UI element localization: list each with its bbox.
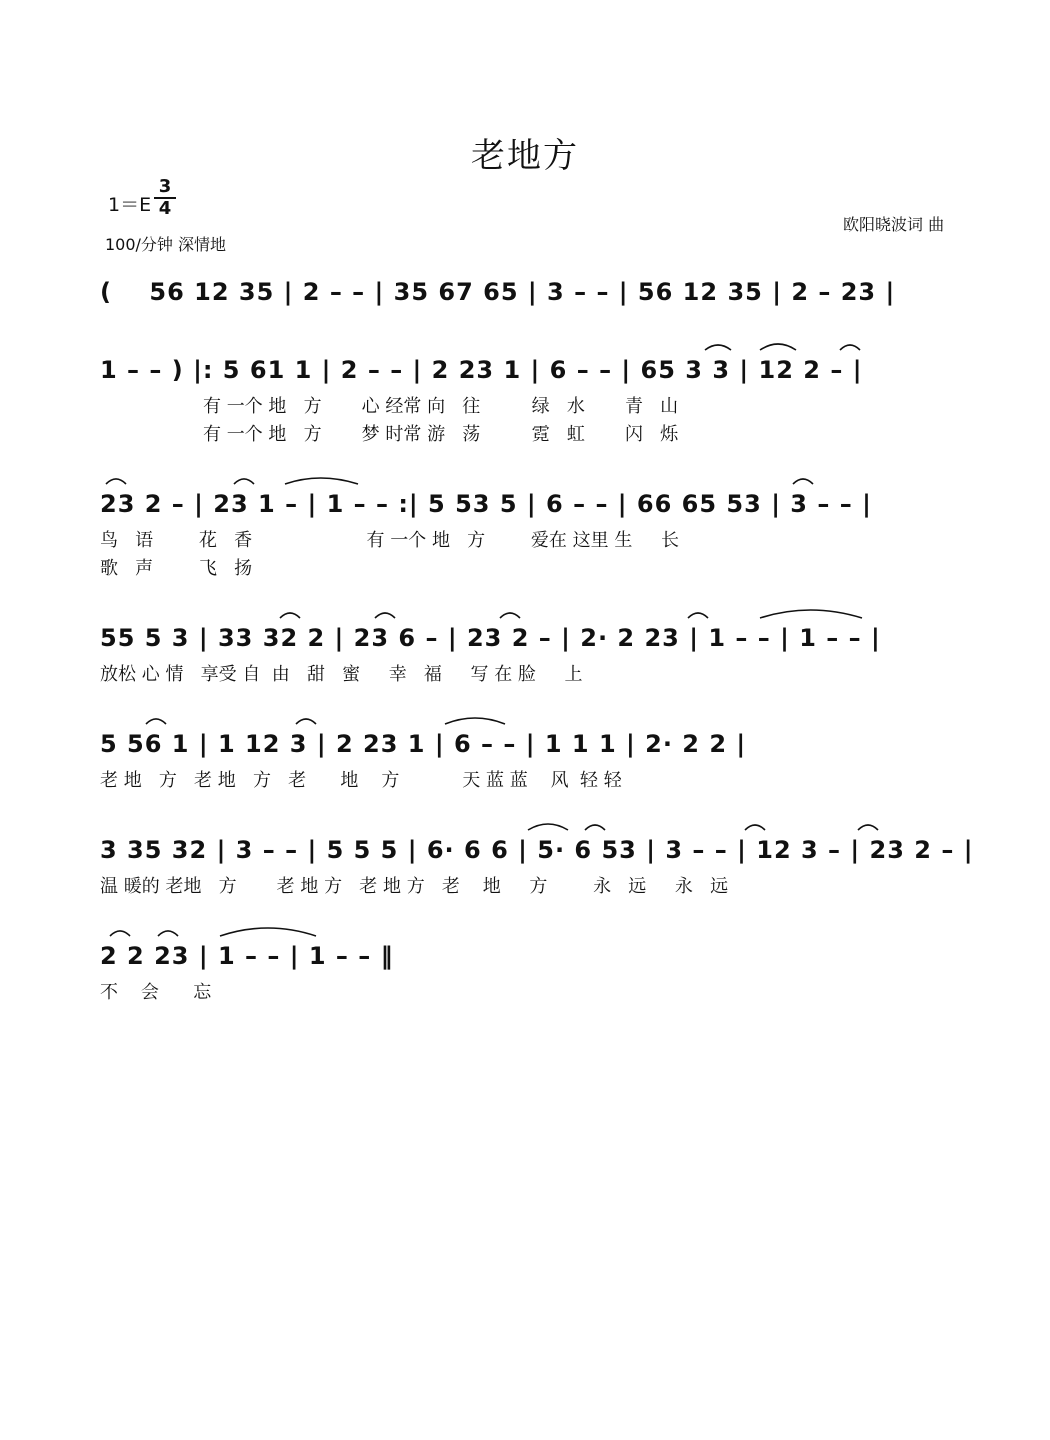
lyrics-verse-1: 鸟 语 花 香 有 一个 地 方 爱在 这里 生 长	[100, 530, 679, 551]
notes-line: 2 2 23 | 1 – – | 1 – – ‖	[100, 942, 394, 970]
slur	[705, 345, 731, 350]
slur	[280, 613, 300, 618]
lyrics-verse-1: 不 会 忘	[100, 982, 212, 1003]
slur	[220, 928, 316, 936]
slur	[296, 719, 316, 724]
notes-line: ( 56 12 35 | 2 – – | 35 67 65 | 3 – – | 56 12 35 | 2 – 23 |	[100, 278, 896, 306]
slur	[585, 825, 605, 830]
slur	[528, 824, 568, 830]
lyrics-verse-1: 温 暖的 老地 方 老 地 方 老 地 方 老 地 方 永 远 永 远	[100, 876, 729, 897]
slur	[858, 825, 878, 830]
slur	[375, 613, 395, 618]
slur	[445, 718, 505, 724]
slur	[745, 825, 765, 830]
notes-line: 23 2 – | 23 1 – | 1 – – :| 5 53 5 | 6 – – | 66 65 53 | 3 – – |	[100, 490, 872, 518]
notes-line: 1 – – ) |: 5 61 1 | 2 – – | 2 23 1 | 6 – – | 65 3 3 | 12 2 – |	[100, 356, 863, 384]
notes-line: 5 56 1 | 1 12 3 | 2 23 1 | 6 – – | 1 1 1 | 2· 2 2 |	[100, 730, 747, 758]
slur	[840, 345, 860, 350]
slur	[158, 931, 178, 936]
slur	[760, 344, 796, 350]
slur	[146, 719, 166, 724]
composer-credit: 欧阳晓波词 曲	[843, 215, 945, 234]
lyrics-verse-1: 有 一个 地 方 心 经常 向 往 绿 水 青 山	[100, 396, 679, 417]
time-signature-top: 3	[158, 176, 172, 197]
lyrics-verse-2: 歌 声 飞 扬	[100, 558, 253, 579]
lyrics-verse-1: 放松 心 情 享受 自 由 甜 蜜 幸 福 写 在 脸 上	[100, 664, 583, 685]
slur	[688, 613, 708, 618]
lyrics-verse-1: 老 地 方 老 地 方 老 地 方 天 蓝 蓝 风 轻 轻	[100, 770, 622, 791]
time-signature-bottom: 4	[158, 197, 172, 219]
slur	[760, 610, 862, 618]
notes-line: 3 35 32 | 3 – – | 5 5 5 | 6· 6 6 | 5· 6 53 | 3 – – | 12 3 – | 23 2 – |	[100, 836, 974, 864]
lyrics-verse-2: 有 一个 地 方 梦 时常 游 荡 霓 虹 闪 烁	[100, 424, 679, 445]
slur	[110, 931, 130, 936]
key-signature: 1＝E	[108, 194, 152, 216]
notes-line: 55 5 3 | 33 32 2 | 23 6 – | 23 2 – | 2· 2 23 | 1 – – | 1 – – |	[100, 624, 881, 652]
slur	[793, 479, 813, 484]
tempo-marking: 100/分钟 深情地	[105, 235, 227, 254]
song-title: 老地方	[471, 136, 579, 176]
slur	[106, 479, 126, 484]
slur	[500, 613, 520, 618]
slur	[285, 478, 358, 484]
slur	[234, 479, 254, 484]
